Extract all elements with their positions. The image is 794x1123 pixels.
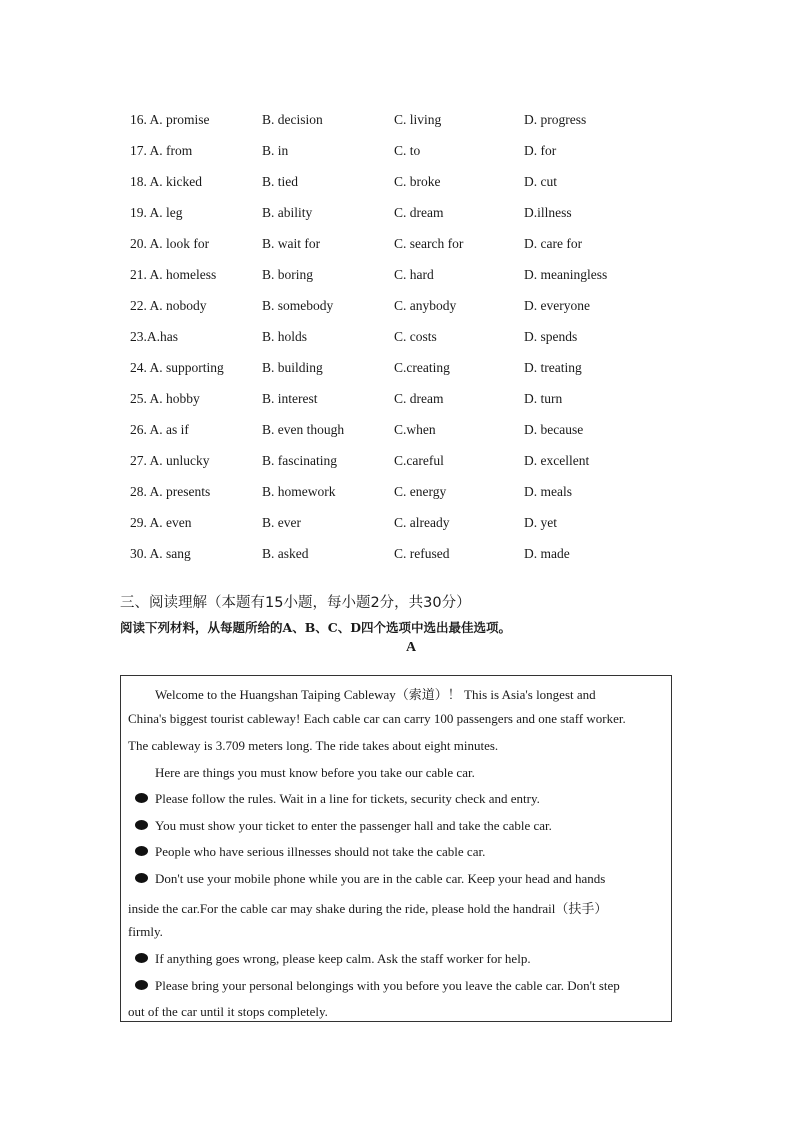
option-d: D. everyone	[524, 298, 590, 313]
option-d: D. meaningless	[524, 267, 608, 282]
option-c: C.when	[394, 422, 436, 437]
option-d: D. care for	[524, 236, 583, 251]
option-c: C. to	[394, 143, 421, 158]
passage-line: You must show your ticket to enter the passenger hall and take the cable car.	[155, 818, 552, 833]
option-d: D. spends	[524, 329, 578, 344]
option-row	[0, 263, 794, 294]
passage-line: China's biggest tourist cableway! Each cable car can carry 100 passengers and one staff worker.	[128, 711, 626, 726]
passage-line: inside the car.For the cable car may shake during the ride, please hold the handrail（扶手）	[128, 901, 608, 916]
passage-line: The cableway is 3.709 meters long. The ride takes about eight minutes.	[128, 738, 499, 753]
option-b: B. tied	[262, 174, 298, 189]
option-d: D. made	[524, 546, 570, 561]
option-row	[0, 511, 794, 542]
passage-line: Please bring your personal belongings with you before you leave the cable car. Don't step	[155, 978, 620, 993]
passage-line: Don't use your mobile phone while you are in the cable car. Keep your head and hands	[155, 871, 606, 886]
option-d: D. turn	[524, 391, 563, 406]
option-a: 25. A. hobby	[130, 391, 200, 406]
option-a: 16. A. promise	[130, 112, 210, 127]
option-d: D. treating	[524, 360, 582, 375]
option-b: B. in	[262, 143, 289, 158]
option-c: C. search for	[394, 236, 464, 251]
passage-line: People who have serious illnesses should not take the cable car.	[155, 844, 486, 859]
option-b: B. asked	[262, 546, 309, 561]
option-b: B. homework	[262, 484, 336, 499]
option-row	[0, 387, 794, 418]
option-a: 17. A. from	[130, 143, 193, 158]
option-c: C. dream	[394, 205, 444, 220]
passage-line: Welcome to the Huangshan Taiping Cableway（索道）！ This is Asia's longest and	[155, 687, 596, 702]
option-b: B. fascinating	[262, 453, 337, 468]
option-row	[0, 294, 794, 325]
option-b: B. somebody	[262, 298, 334, 313]
option-b: B. wait for	[262, 236, 321, 251]
option-row	[0, 170, 794, 201]
bullet-icon	[135, 846, 148, 856]
passage-line: Please follow the rules. Wait in a line for tickets, security check and entry.	[155, 791, 540, 806]
option-row	[0, 542, 794, 573]
passage-box	[120, 675, 672, 1022]
option-b: B. boring	[262, 267, 314, 282]
option-row	[0, 108, 794, 139]
option-row	[0, 449, 794, 480]
option-d: D. excellent	[524, 453, 590, 468]
option-a: 30. A. sang	[130, 546, 191, 561]
option-d: D. because	[524, 422, 584, 437]
passage-line: out of the car until it stops completely.	[128, 1004, 328, 1019]
passage-label: A	[405, 640, 417, 655]
option-c: C.creating	[394, 360, 450, 375]
option-d: D.illness	[524, 205, 572, 220]
bullet-icon	[135, 793, 148, 803]
bullet-icon	[135, 980, 148, 990]
option-c: C. living	[394, 112, 442, 127]
option-a: 20. A. look for	[130, 236, 210, 251]
option-row	[0, 418, 794, 449]
option-c: C. refused	[394, 546, 450, 561]
option-row	[0, 480, 794, 511]
option-b: B. ability	[262, 205, 313, 220]
answer-options-list	[0, 108, 794, 573]
option-c: C.careful	[394, 453, 444, 468]
option-b: B. decision	[262, 112, 323, 127]
option-a: 24. A. supporting	[130, 360, 224, 375]
option-a: 26. A. as if	[130, 422, 189, 437]
passage-line: firmly.	[128, 924, 163, 939]
option-d: D. progress	[524, 112, 587, 127]
option-a: 22. A. nobody	[130, 298, 207, 313]
option-b: B. holds	[262, 329, 308, 344]
option-c: C. anybody	[394, 298, 457, 313]
option-a: 18. A. kicked	[130, 174, 202, 189]
option-a: 28. A. presents	[130, 484, 211, 499]
option-a: 21. A. homeless	[130, 267, 217, 282]
option-c: C. hard	[394, 267, 434, 282]
option-row	[0, 356, 794, 387]
option-row	[0, 139, 794, 170]
section-instruction: 阅读下列材料，从每题所给的A、B、C、D四个选项中选出最佳选项。	[120, 620, 512, 635]
option-row	[0, 201, 794, 232]
option-d: D. cut	[524, 174, 557, 189]
option-d: D. meals	[524, 484, 572, 499]
option-d: D. for	[524, 143, 557, 158]
option-row	[0, 325, 794, 356]
option-a: 19. A. leg	[130, 205, 183, 220]
option-b: B. even though	[262, 422, 345, 437]
option-d: D. yet	[524, 515, 557, 530]
bullet-icon	[135, 953, 148, 963]
option-b: B. ever	[262, 515, 301, 530]
option-c: C. energy	[394, 484, 447, 499]
bullet-icon	[135, 820, 148, 830]
passage-line: If anything goes wrong, please keep calm. Ask the staff worker for help.	[155, 951, 531, 966]
passage-line: Here are things you must know before you take our cable car.	[155, 765, 475, 780]
option-a: 23.A.has	[130, 329, 178, 344]
option-a: 27. A. unlucky	[130, 453, 210, 468]
option-c: C. broke	[394, 174, 441, 189]
option-c: C. costs	[394, 329, 437, 344]
option-c: C. dream	[394, 391, 444, 406]
section-title: 三、阅读理解（本题有15小题，每小题2分，共30分）	[120, 595, 471, 611]
option-a: 29. A. even	[130, 515, 192, 530]
option-row	[0, 232, 794, 263]
option-b: B. building	[262, 360, 323, 375]
option-c: C. already	[394, 515, 450, 530]
bullet-icon	[135, 873, 148, 883]
option-b: B. interest	[262, 391, 318, 406]
